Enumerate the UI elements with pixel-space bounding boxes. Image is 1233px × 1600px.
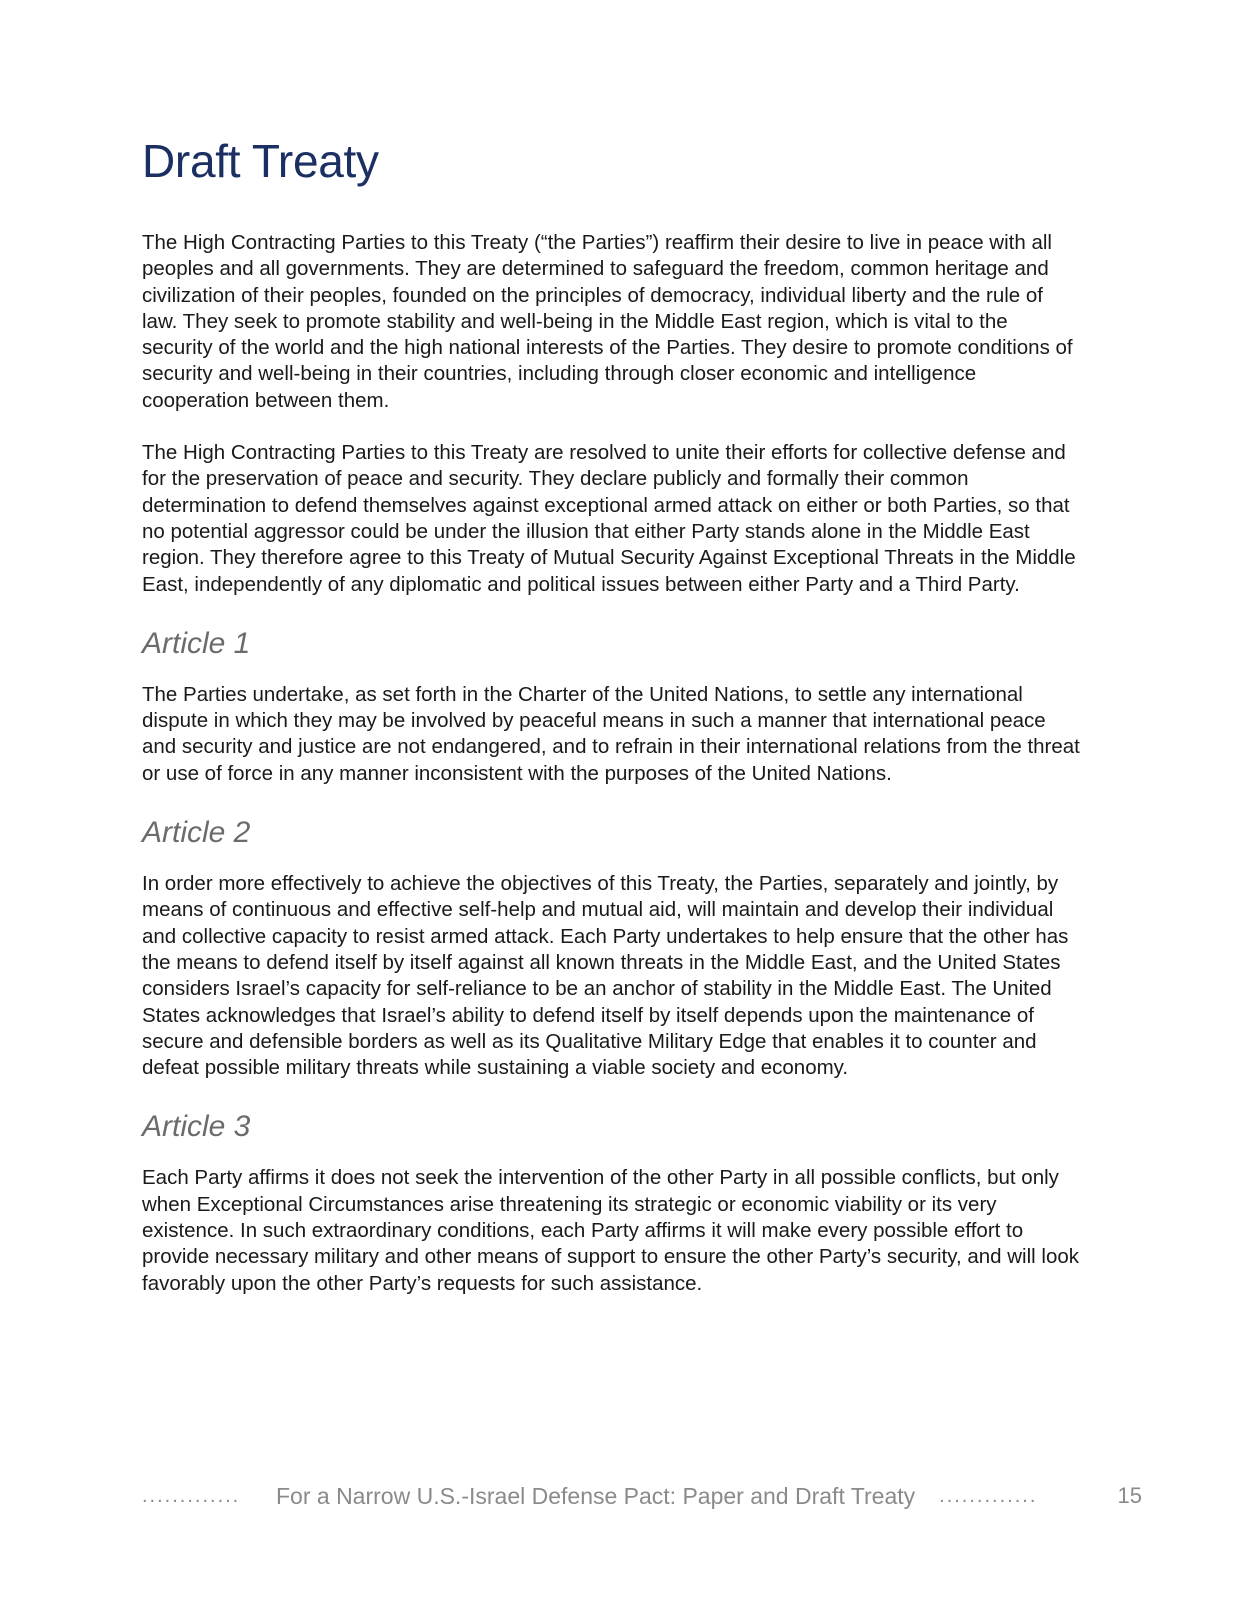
- footer-dots-left: .............: [142, 1484, 241, 1507]
- article-text: In order more effectively to achieve the objectives of this Treaty, the Parties, separately and jointly, by means of continuous and effective self-help and mutual aid, will maintain and develop their individual and collective capacity to resist armed attack. Each Party undertakes to help ensure that the other has the means to defend itself by itself against all known threats in the Middle East, and the United States considers Israel’s capacity for self-reliance to be an anchor of stability in the Middle East. The United States acknowledges that Israel’s ability to defend itself by itself depends upon the maintenance of secure and defensible borders as well as its Qualitative Military Edge that enables it to counter and defeat possible military threats while sustaining a viable society and economy.: [142, 872, 1069, 1080]
- article-heading: Article 3: [142, 1110, 251, 1144]
- article-heading: Article 1: [142, 626, 251, 660]
- page-number: 15: [1117, 1483, 1142, 1508]
- intro-paragraph: The High Contracting Parties to this Treaty are resolved to unite their efforts for collective defense and for the preservation of peace and security. They declare publicly and formally their common determination to defend themselves against exceptional armed attack on either or both Parties, so that no potential aggressor could be under the illusion that either Party stands alone in the Middle East region. They therefore agree to this Treaty of Mutual Security Against Exceptional Threats in the Middle East, independently of any diplomatic and political issues between either Party and a Third Party.: [142, 441, 1076, 596]
- article-text: The Parties undertake, as set forth in the Charter of the United Nations, to settle any international dispute in which they may be involved by peaceful means in such a manner that international peace and security and justice are not endangered, and to refrain in their international relations from the threat or use of force in any manner inconsistent with the purposes of the United Nations.: [142, 682, 1080, 785]
- page-title: Draft Treaty: [142, 135, 379, 187]
- footer-dots-right: .............: [939, 1484, 1038, 1507]
- footer-title: For a Narrow U.S.-Israel Defense Pact: Paper and Draft Treaty: [276, 1482, 916, 1509]
- page-footer: [142, 1478, 1142, 1514]
- article-text: Each Party affirms it does not seek the intervention of the other Party in all possible conflicts, but only when Exceptional Circumstances arise threatening its strategic or economic viability or its very existence. In such extraordinary conditions, each Party affirms it will make every possible effort to provide necessary military and other means of support to ensure the other Party’s security, and will look favorably upon the other Party’s requests for such assistance.: [142, 1166, 1080, 1295]
- document-page: [142, 130, 1082, 1323]
- intro-paragraph: The High Contracting Parties to this Treaty (“the Parties”) reaffirm their desire to live in peace with all peoples and all governments. They are determined to safeguard the freedom, common heritage and civilization of their peoples, founded on the principles of democracy, individual liberty and the rule of law. They seek to promote stability and well-being in the Middle East region, which is vital to the security of the world and the high national interests of the Parties. They desire to promote conditions of security and well-being in their countries, including through closer economic and intelligence cooperation between them.: [142, 231, 1073, 412]
- article-heading: Article 2: [142, 816, 251, 850]
